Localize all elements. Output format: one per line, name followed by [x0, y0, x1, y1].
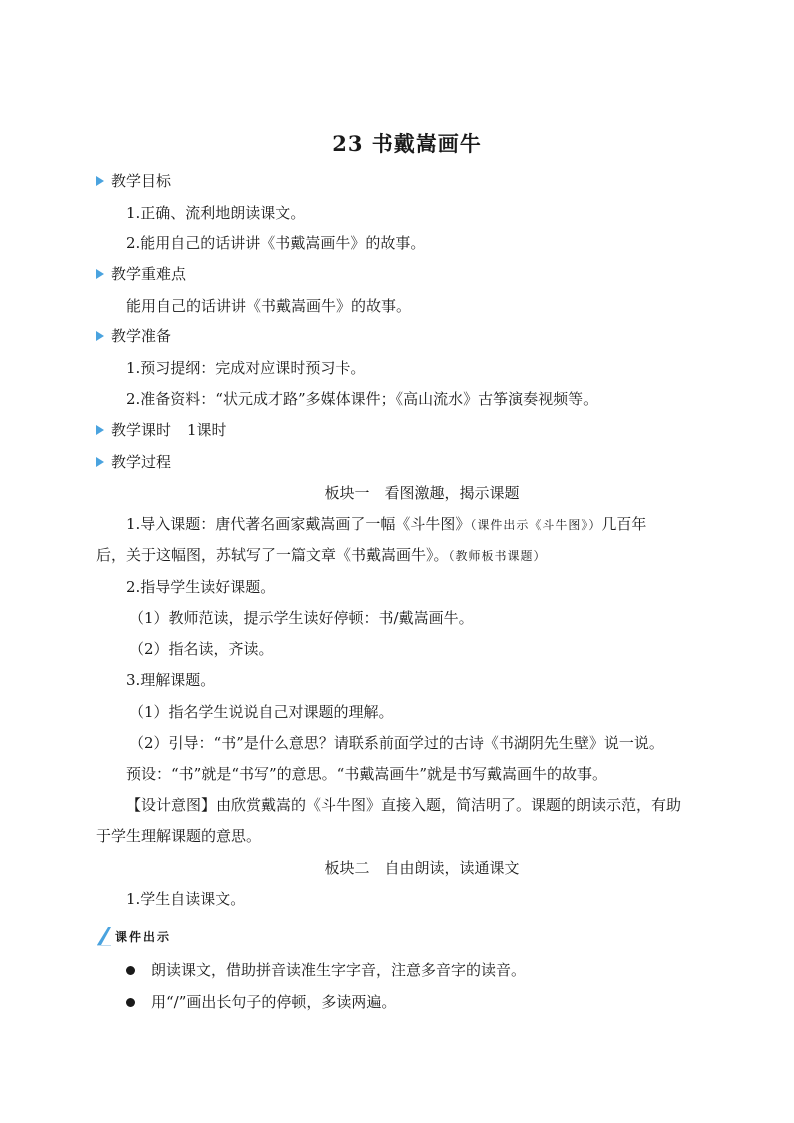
block1-para1-line2 — [96, 543, 547, 568]
section-hours-label: 教学课时 — [111, 421, 172, 439]
courseware-badge-label: 课件出示 — [115, 929, 172, 944]
bullet-dot-icon — [126, 966, 135, 975]
triangle-bullet-icon — [96, 457, 104, 467]
para-text: 1.导入课题：唐代著名画家戴嵩画了一幅《斗牛图》 — [126, 515, 471, 533]
bullet-text: 用“/”画出长句子的停顿，多读两遍。 — [151, 993, 397, 1011]
block1-para2: 2.指导学生读好课题。 — [126, 578, 276, 596]
bullet-dot-icon — [126, 998, 135, 1007]
para-text: 后，关于这幅图，苏轼写了一篇文章《书戴嵩画牛》。 — [96, 546, 449, 564]
goal-item-2: 2.能用自己的话讲讲《书戴嵩画牛》的故事。 — [126, 234, 426, 252]
section-prep — [96, 324, 171, 348]
teacher-note: （教师板书课题） — [448, 549, 547, 563]
design-intent-line2: 于学生理解课题的意思。 — [96, 827, 262, 845]
block1-para3-2: （2）引导：“书”是什么意思？请联系前面学过的古诗《书湖阴先生壁》说一说。 — [129, 734, 664, 752]
para-text: 几百年 — [601, 515, 647, 533]
section-process-label: 教学过程 — [111, 453, 172, 471]
difficulty-text: 能用自己的话讲讲《书戴嵩画牛》的故事。 — [126, 297, 412, 315]
block1-heading: 板块一 看图激趣，揭示课题 — [324, 484, 520, 502]
section-difficulty-label: 教学重难点 — [111, 265, 187, 283]
section-difficulty — [96, 262, 186, 286]
block1-para2-1: （1）教师范读，提示学生读好停顿：书/戴嵩画牛。 — [129, 609, 474, 627]
block1-para2-2: （2）指名读，齐读。 — [129, 640, 274, 658]
slash-mark-icon — [96, 926, 112, 946]
courseware-badge — [96, 925, 216, 947]
section-hours — [96, 418, 227, 442]
triangle-bullet-icon — [96, 425, 104, 435]
block1-para1-line1 — [126, 512, 646, 537]
design-intent-line1: 【设计意图】由欣赏戴嵩的《斗牛图》直接入题，简洁明了。课题的朗读示范，有助 — [126, 796, 682, 814]
block2-para1: 1.学生自读课文。 — [126, 890, 246, 908]
goal-item-1: 1.正确、流利地朗读课文。 — [126, 204, 306, 222]
section-goals-label: 教学目标 — [111, 172, 172, 190]
section-process — [96, 450, 171, 474]
section-prep-label: 教学准备 — [111, 327, 172, 345]
courseware-note: （课件出示《斗牛图》） — [470, 518, 602, 532]
prep-item-1: 1.预习提纲：完成对应课时预习卡。 — [126, 359, 366, 377]
triangle-bullet-icon — [96, 331, 104, 341]
triangle-bullet-icon — [96, 176, 104, 186]
courseware-bullet-1 — [126, 958, 526, 982]
block1-para3: 3.理解课题。 — [126, 671, 216, 689]
block1-para3-3: 预设：“书”就是“书写”的意思。“书戴嵩画牛”就是书写戴嵩画牛的故事。 — [126, 765, 608, 783]
prep-item-2: 2.准备资料：“状元成才路”多媒体课件；《高山流水》古筝演奏视频等。 — [126, 390, 599, 408]
block1-para3-1: （1）指名学生说说自己对课题的理解。 — [129, 703, 394, 721]
bullet-text: 朗读课文，借助拼音读准生字字音，注意多音字的读音。 — [151, 961, 527, 979]
section-goals — [96, 169, 171, 193]
section-hours-value: 1课时 — [187, 421, 227, 439]
courseware-bullet-2 — [126, 990, 396, 1014]
triangle-bullet-icon — [96, 269, 104, 279]
block2-heading: 板块二 自由朗读，读通课文 — [324, 859, 520, 877]
lesson-title: 23 书戴嵩画牛 — [332, 131, 482, 156]
